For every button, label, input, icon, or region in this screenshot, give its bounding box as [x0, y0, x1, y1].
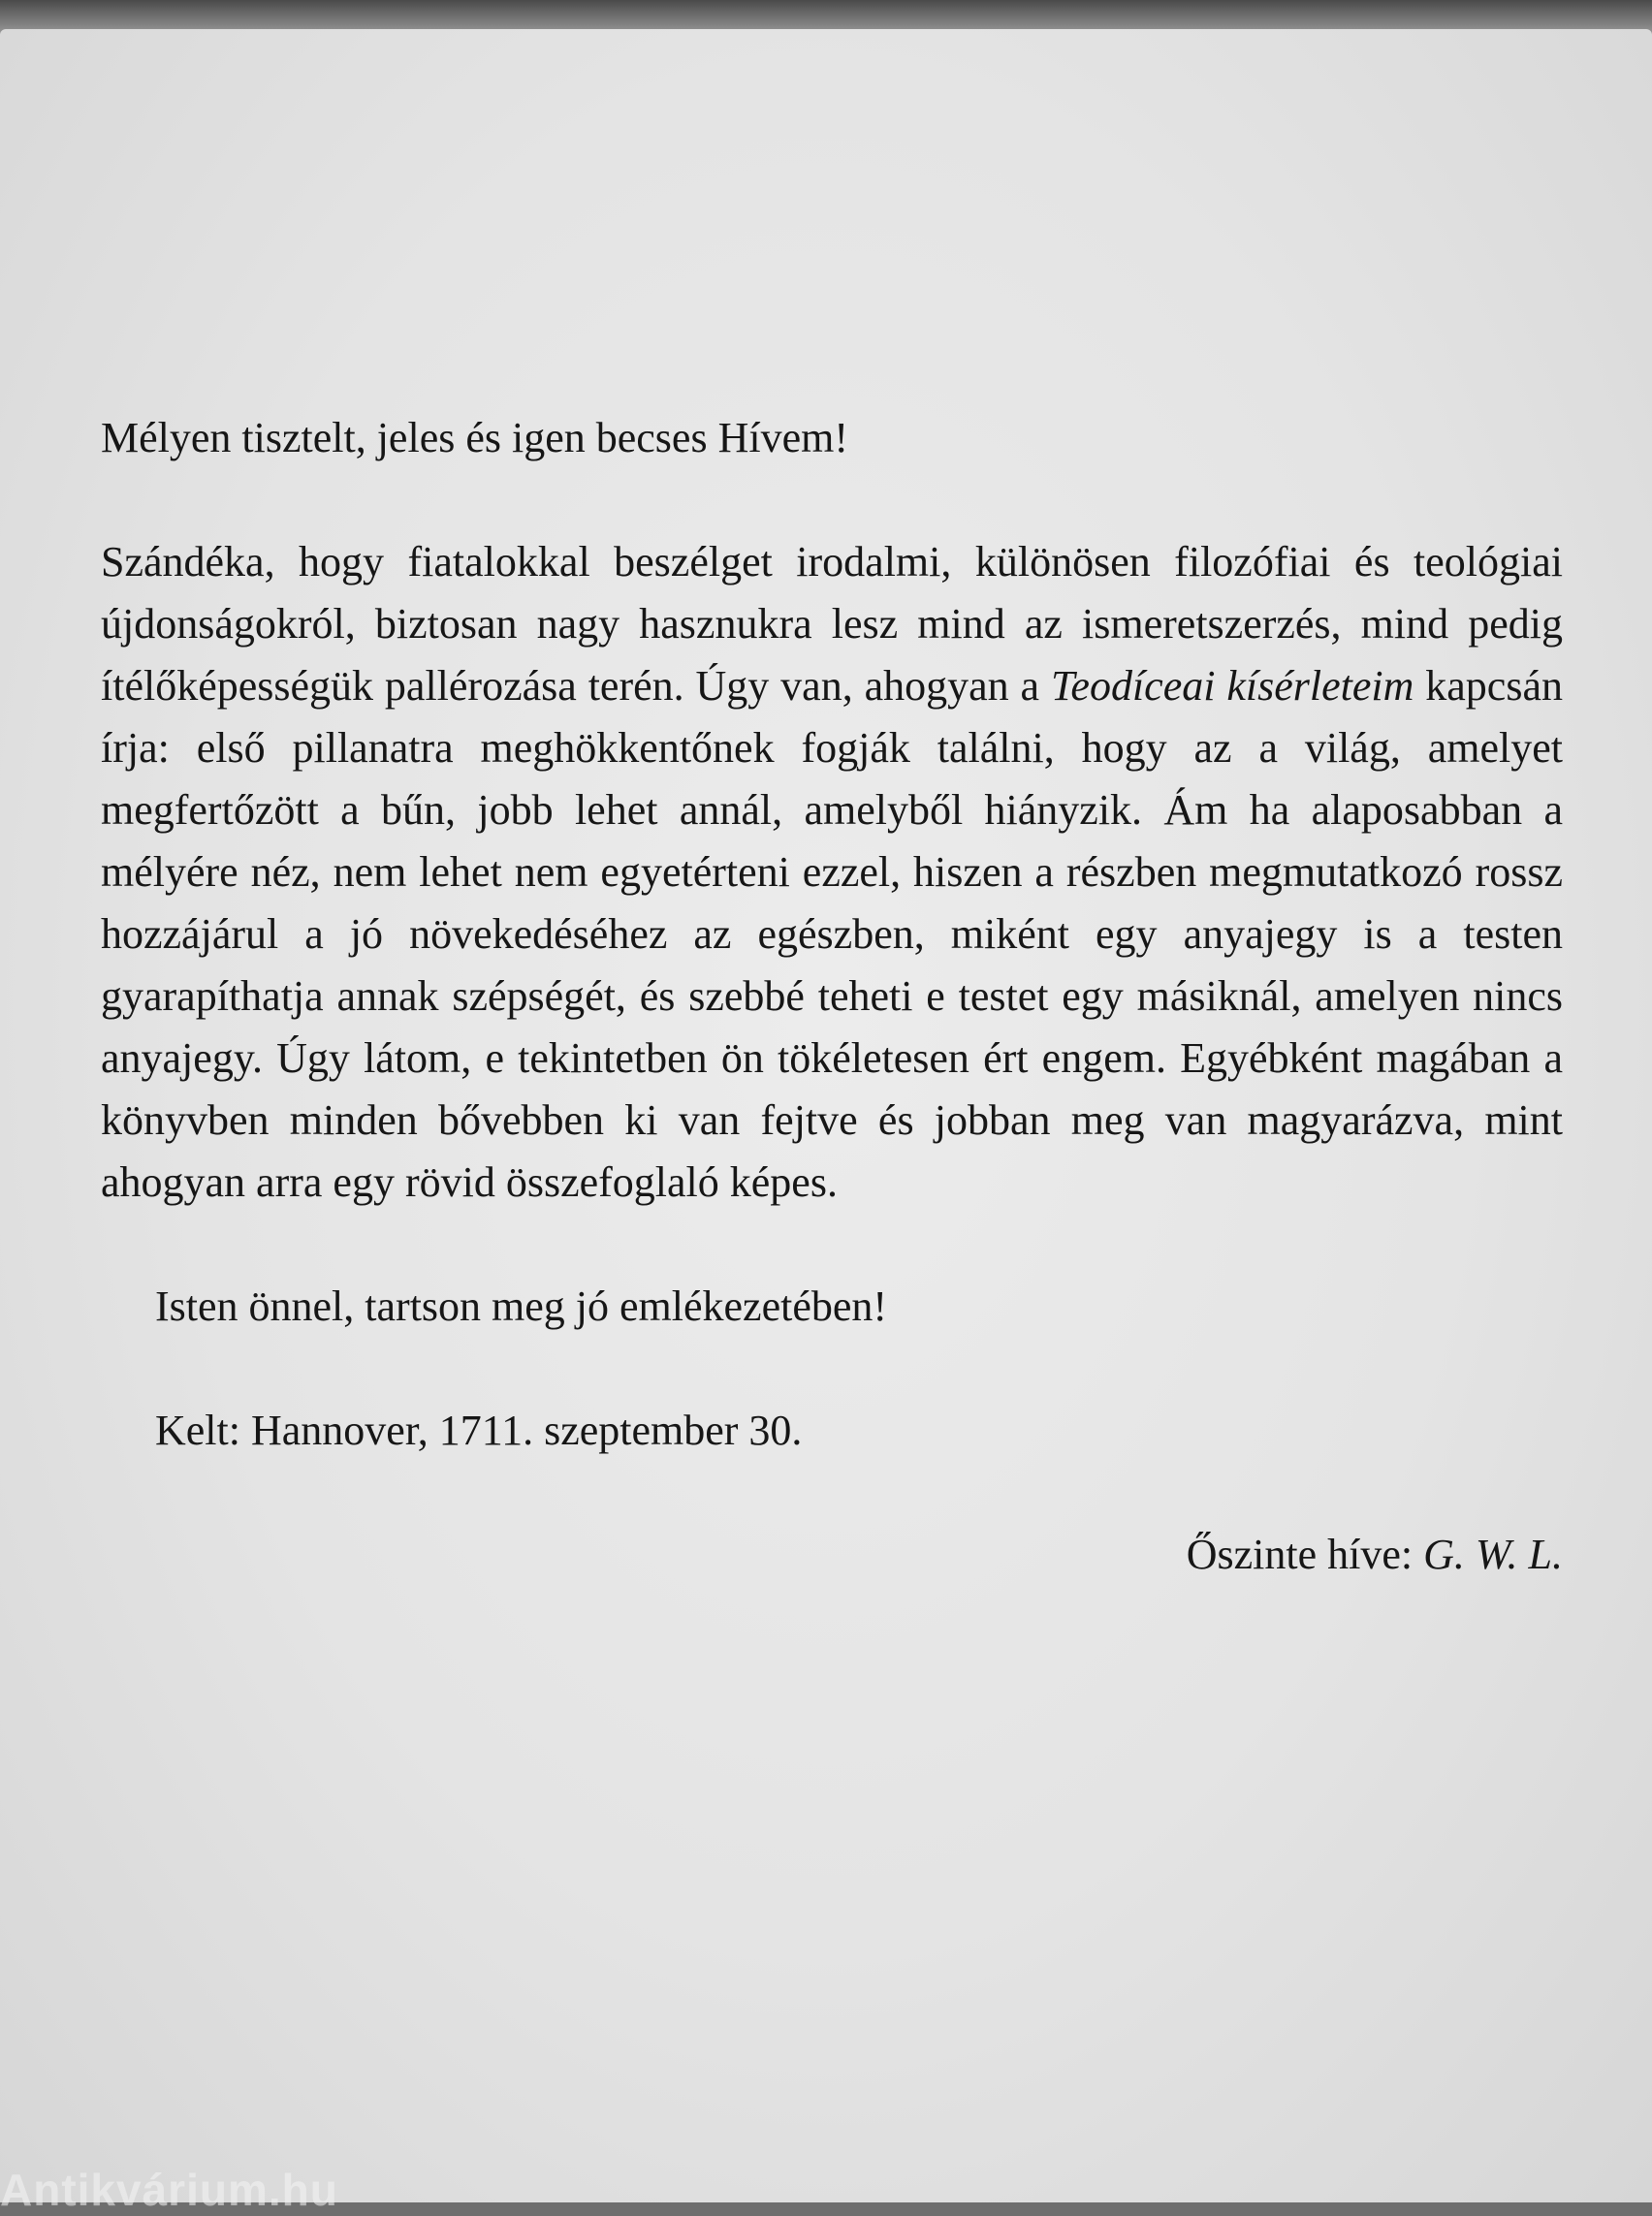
letter-salutation: Mélyen tisztelt, jeles és igen becses Hívem!	[101, 414, 848, 461]
letter	[101, 407, 1563, 1586]
letter-dateline: Kelt: Hannover, 1711. szeptember 30.	[155, 1407, 803, 1454]
book-title: Teodíceai kísérleteim	[1050, 662, 1414, 710]
body-text-part-2: kapcsán írja: első pillanatra meghökkentőnek fogják találni, hogy az a világ, amelyet megfertőzött a bűn, jobb lehet annál, amelyből hiányzik. Ám ha alaposabban a mélyére néz, nem lehet nem egyetérteni ezzel, hiszen a részben megmutatkozó rossz hozzájárul a jó növekedéséhez az egészben, miként egy anyajegy is a testen gyarapíthatja annak szépségét, és szebbé teheti e testet egy másiknál, amelyen nincs anyajegy. Úgy látom, e tekintetben ön tökéletesen ért engem. Egyébként magában a könyvben minden bővebben ki van fejtve és jobban meg van magyarázva, mint ahogyan arra egy rövid összefoglaló képes.	[101, 662, 1563, 1206]
signature-initials: G. W. L.	[1423, 1531, 1563, 1578]
letter-closing: Isten önnel, tartson meg jó emlékezetében!	[155, 1282, 888, 1330]
body-text-part-1: Szándéka, hogy fiatalokkal beszélget irodalmi, különösen filozófiai és teológiai újdonságokról, biztosan nagy hasznukra lesz mind az ismeretszerzés, mind pedig ítélőképességük pallérozása terén. Úgy van, ahogyan a	[101, 538, 1563, 710]
signature-prefix: Őszinte híve:	[1186, 1531, 1424, 1578]
book-page	[0, 29, 1652, 2202]
letter-signature	[101, 1524, 1563, 1586]
letter-body	[101, 531, 1563, 1214]
watermark: Antikvárium.hu	[0, 2165, 338, 2215]
